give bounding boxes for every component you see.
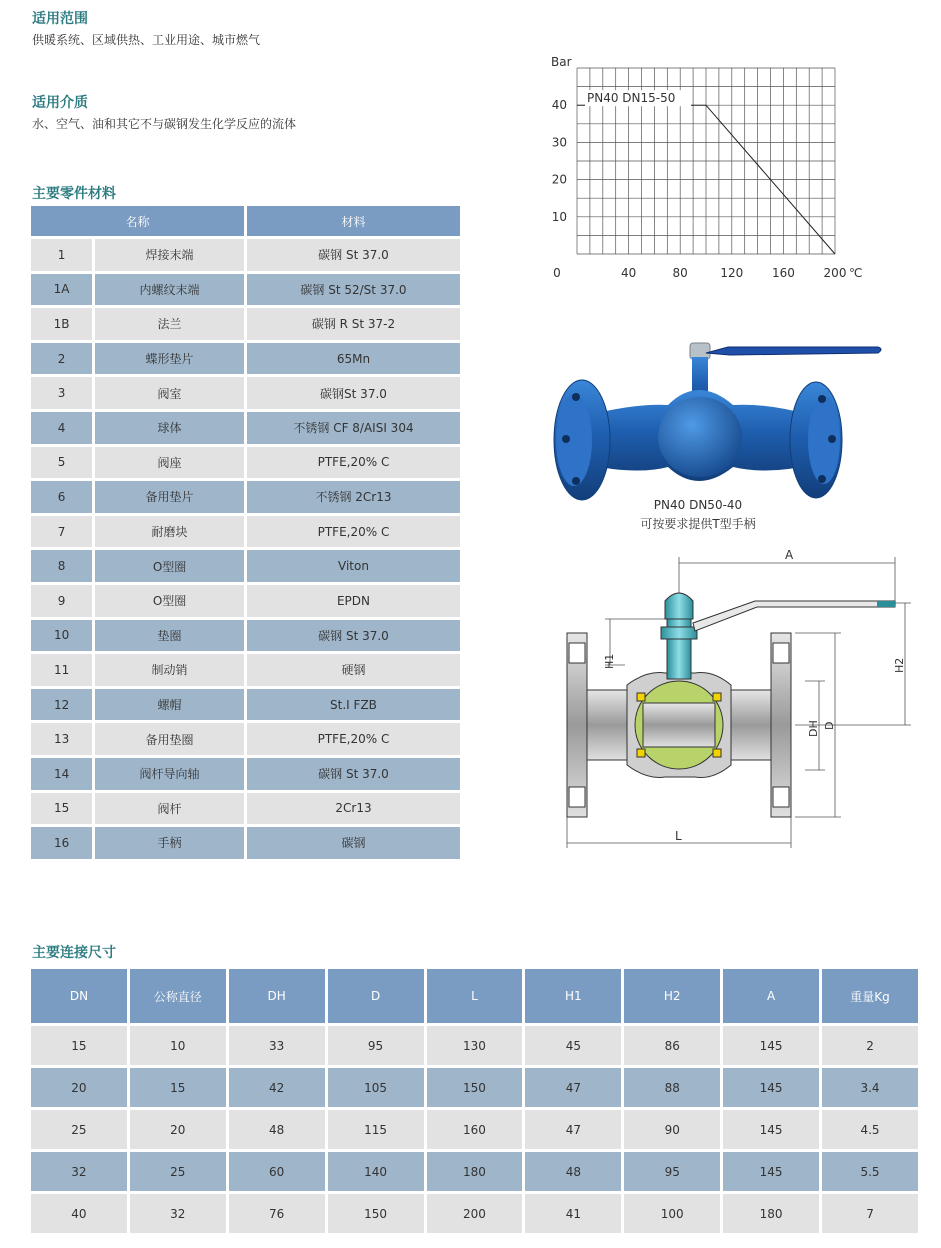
part-number: 10 — [31, 620, 92, 652]
part-material: 碳钢 R St 37-2 — [247, 308, 460, 340]
photo-caption-model: PN40 DN50-40 — [653, 498, 743, 512]
dims-cell: 48 — [229, 1110, 325, 1149]
dims-cell: 41 — [525, 1194, 621, 1233]
part-material: 不锈钢 CF 8/AISI 304 — [247, 412, 460, 444]
part-material: St.I FZB — [247, 689, 460, 721]
parts-header-material: 材料 — [247, 206, 460, 236]
dims-cell: 15 — [31, 1026, 127, 1065]
drawing-right-pipe — [731, 690, 771, 760]
dims-header-cell: D — [328, 969, 424, 1023]
valve-body — [588, 390, 810, 481]
part-material: 碳钢 St 37.0 — [247, 620, 460, 652]
drawing-stem — [667, 617, 691, 679]
dims-cell: 140 — [328, 1152, 424, 1191]
drawing-handle — [693, 601, 895, 631]
part-material: 碳钢 St 52/St 37.0 — [247, 274, 460, 306]
label-H2: H2 — [893, 657, 906, 673]
dims-cell: 32 — [130, 1194, 226, 1233]
parts-row — [31, 412, 460, 444]
dims-header-row — [31, 969, 918, 1023]
dims-cell: 180 — [427, 1152, 523, 1191]
label-L: L — [675, 829, 682, 843]
dims-cell: 42 — [229, 1068, 325, 1107]
y-tick-label: 30 — [551, 135, 567, 150]
part-number: 15 — [31, 793, 92, 825]
parts-row — [31, 308, 460, 340]
dims-cell: 47 — [525, 1068, 621, 1107]
right-flange — [790, 382, 842, 498]
dims-cell: 180 — [723, 1194, 819, 1233]
photo-caption-handle: 可按要求提供T型手柄 — [640, 517, 756, 531]
part-number: 11 — [31, 654, 92, 686]
dims-cell: 76 — [229, 1194, 325, 1233]
x-tick-label: 80 — [672, 266, 688, 280]
drawing-left-pipe — [587, 690, 627, 760]
part-material: Viton — [247, 550, 460, 582]
dims-cell: 45 — [525, 1026, 621, 1065]
dims-row — [31, 1110, 918, 1149]
parts-row — [31, 274, 460, 306]
part-name: 螺帽 — [95, 689, 244, 721]
dims-header-cell: 重量Kg — [822, 969, 918, 1023]
dims-cell: 7 — [822, 1194, 918, 1233]
dims-cell: 150 — [427, 1068, 523, 1107]
dims-cell: 200 — [427, 1194, 523, 1233]
part-number: 1A — [31, 274, 92, 306]
part-name: 内螺纹末端 — [95, 274, 244, 306]
parts-row — [31, 239, 460, 271]
dims-header-cell: H2 — [624, 969, 720, 1023]
dims-cell: 5.5 — [822, 1152, 918, 1191]
part-number: 2 — [31, 343, 92, 375]
scope-title: 适用范围 — [32, 11, 88, 27]
y-tick-label: 40 — [551, 98, 567, 113]
dims-cell: 100 — [624, 1194, 720, 1233]
part-name: 耐磨块 — [95, 516, 244, 548]
dims-cell: 88 — [624, 1068, 720, 1107]
parts-header-name: 名称 — [31, 206, 244, 236]
dims-cell: 145 — [723, 1110, 819, 1149]
parts-row — [31, 620, 460, 652]
drawing-nut — [665, 593, 693, 619]
x-tick-label: 0 — [553, 266, 561, 280]
dims-row — [31, 1152, 918, 1191]
parts-row — [31, 447, 460, 479]
parts-row — [31, 654, 460, 686]
dims-row — [31, 1068, 918, 1107]
series-label: PN40 DN15-50 — [587, 91, 676, 106]
dims-cell: 15 — [130, 1068, 226, 1107]
left-flange — [554, 380, 610, 500]
part-number: 5 — [31, 447, 92, 479]
parts-header-row — [31, 206, 460, 236]
label-D: D — [823, 721, 836, 730]
dims-cell: 48 — [525, 1152, 621, 1191]
dims-cell: 145 — [723, 1152, 819, 1191]
dims-cell: 3.4 — [822, 1068, 918, 1107]
dims-header-cell: L — [427, 969, 523, 1023]
dims-cell: 40 — [31, 1194, 127, 1233]
dims-table — [28, 966, 921, 1236]
dims-cell: 25 — [31, 1110, 127, 1149]
part-name: 备用垫圈 — [95, 723, 244, 755]
part-number: 14 — [31, 758, 92, 790]
dims-cell: 33 — [229, 1026, 325, 1065]
dims-cell: 47 — [525, 1110, 621, 1149]
part-name: 垫圈 — [95, 620, 244, 652]
part-number: 8 — [31, 550, 92, 582]
x-axis-unit: ℃ — [849, 266, 863, 280]
dims-cell: 25 — [130, 1152, 226, 1191]
dims-header-cell: H1 — [525, 969, 621, 1023]
part-name: 焊接末端 — [95, 239, 244, 271]
part-material: 碳钢St 37.0 — [247, 377, 460, 409]
part-name: 阀座 — [95, 447, 244, 479]
valve-cross-section-drawing — [555, 545, 920, 850]
part-name: O型圈 — [95, 550, 244, 582]
x-tick-label: 120 — [720, 266, 744, 280]
parts-row — [31, 377, 460, 409]
parts-row — [31, 758, 460, 790]
part-name: 蝶形垫片 — [95, 343, 244, 375]
dims-cell: 2 — [822, 1026, 918, 1065]
part-material: 不锈钢 2Cr13 — [247, 481, 460, 513]
part-number: 16 — [31, 827, 92, 859]
parts-row — [31, 723, 460, 755]
part-material: 65Mn — [247, 343, 460, 375]
parts-title: 主要零件材料 — [32, 186, 116, 202]
drawing-bore — [643, 703, 715, 747]
chart-labels — [551, 55, 862, 280]
part-name: 球体 — [95, 412, 244, 444]
dims-title: 主要连接尺寸 — [32, 945, 116, 961]
y-tick-label: 20 — [551, 172, 567, 187]
dims-cell: 4.5 — [822, 1110, 918, 1149]
part-number: 4 — [31, 412, 92, 444]
dims-body — [31, 1026, 918, 1233]
dims-cell: 150 — [328, 1194, 424, 1233]
part-material: 2Cr13 — [247, 793, 460, 825]
part-material: PTFE,20% C — [247, 723, 460, 755]
dims-cell: 95 — [624, 1152, 720, 1191]
dims-cell: 115 — [328, 1110, 424, 1149]
parts-row — [31, 343, 460, 375]
dims-cell: 60 — [229, 1152, 325, 1191]
label-DH: DH — [807, 720, 820, 737]
dims-cell: 20 — [31, 1068, 127, 1107]
part-material: PTFE,20% C — [247, 516, 460, 548]
parts-row — [31, 585, 460, 617]
drawing-right-flange — [771, 633, 791, 817]
pressure-temperature-chart — [545, 52, 875, 287]
dims-cell: 86 — [624, 1026, 720, 1065]
part-name: 阀杆 — [95, 793, 244, 825]
dims-cell: 20 — [130, 1110, 226, 1149]
media-text: 水、空气、油和其它不与碳钢发生化学反应的流体 — [32, 117, 297, 131]
dims-header-cell: 公称直径 — [130, 969, 226, 1023]
part-number: 7 — [31, 516, 92, 548]
y-tick-label: 10 — [551, 209, 567, 224]
dims-row — [31, 1194, 918, 1233]
dims-cell: 90 — [624, 1110, 720, 1149]
parts-row — [31, 516, 460, 548]
dims-cell: 10 — [130, 1026, 226, 1065]
part-number: 3 — [31, 377, 92, 409]
part-number: 6 — [31, 481, 92, 513]
part-number: 1B — [31, 308, 92, 340]
part-number: 1 — [31, 239, 92, 271]
parts-row — [31, 550, 460, 582]
part-material: 碳钢 St 37.0 — [247, 239, 460, 271]
dims-cell: 95 — [328, 1026, 424, 1065]
part-name: 备用垫片 — [95, 481, 244, 513]
x-tick-label: 160 — [771, 266, 795, 280]
dims-header-cell: A — [723, 969, 819, 1023]
part-number: 12 — [31, 689, 92, 721]
dims-cell: 130 — [427, 1026, 523, 1065]
part-number: 9 — [31, 585, 92, 617]
part-number: 13 — [31, 723, 92, 755]
y-axis-label: Bar — [551, 55, 572, 69]
part-material: 硬钢 — [247, 654, 460, 686]
parts-body — [31, 239, 460, 859]
part-name: 阀室 — [95, 377, 244, 409]
dims-header-cell: DN — [31, 969, 127, 1023]
label-H1: H1 — [603, 653, 616, 669]
dims-cell: 145 — [723, 1068, 819, 1107]
dims-cell: 145 — [723, 1026, 819, 1065]
parts-row — [31, 481, 460, 513]
part-material: 碳钢 St 37.0 — [247, 758, 460, 790]
dims-header-cell: DH — [229, 969, 325, 1023]
part-name: O型圈 — [95, 585, 244, 617]
x-tick-label: 40 — [620, 266, 637, 280]
x-tick-label: 200 — [823, 266, 847, 280]
scope-text: 供暖系统、区域供热、工业用途、城市燃气 — [32, 33, 261, 47]
valve-photo — [548, 335, 888, 505]
part-name: 手柄 — [95, 827, 244, 859]
drawing-left-flange — [567, 633, 587, 817]
part-name: 法兰 — [95, 308, 244, 340]
parts-table — [28, 203, 463, 862]
part-material: EPDN — [247, 585, 460, 617]
dims-cell: 105 — [328, 1068, 424, 1107]
part-name: 制动销 — [95, 654, 244, 686]
label-A: A — [785, 548, 794, 562]
parts-row — [31, 827, 460, 859]
part-name: 阀杆导向轴 — [95, 758, 244, 790]
drawing-stem-collar — [661, 627, 697, 639]
drawing-handle-grip — [877, 601, 895, 607]
part-material: PTFE,20% C — [247, 447, 460, 479]
dims-cell: 32 — [31, 1152, 127, 1191]
parts-row — [31, 689, 460, 721]
media-title: 适用介质 — [32, 95, 88, 111]
parts-row — [31, 793, 460, 825]
part-material: 碳钢 — [247, 827, 460, 859]
dims-row — [31, 1026, 918, 1065]
dims-cell: 160 — [427, 1110, 523, 1149]
